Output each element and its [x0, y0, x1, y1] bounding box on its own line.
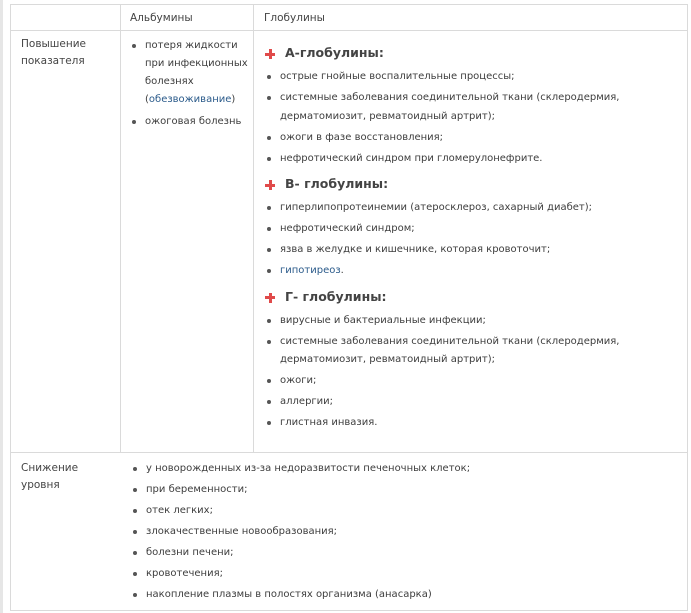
g-globulins-heading: Г- глобулины:	[263, 289, 683, 306]
page-edge	[0, 0, 3, 613]
col-divider-1	[120, 4, 121, 453]
list-item: гипотиреоз.	[263, 262, 683, 281]
table-border-right	[687, 4, 688, 611]
a-globulins-heading: А-глобулины:	[263, 45, 683, 62]
decrease-cell	[130, 460, 680, 607]
list-item: язва в желудке и кишечнике, которая кровоточит;	[263, 241, 683, 260]
list-item: нефротический синдром;	[263, 220, 683, 239]
b-globulins-heading: В- глобулины:	[263, 176, 683, 193]
table-border-top	[10, 4, 687, 5]
red-cross-icon	[265, 293, 275, 303]
protein-table	[5, 0, 689, 612]
list-item: острые гнойные воспалительные процессы;	[263, 68, 683, 87]
col-divider-2	[253, 4, 254, 453]
dehydration-link[interactable]: обезвоживание	[148, 94, 232, 105]
list-item: глистная инвазия.	[263, 414, 683, 433]
list-item: гиперлипопротеинемии (атеросклероз, сахарный диабет);	[263, 199, 683, 218]
list-item: у новорожденных из-за недоразвитости печеночных клеток;	[130, 460, 680, 477]
table-border-left	[10, 4, 11, 611]
list-item: нефротический синдром при гломерулонефрите.	[263, 150, 683, 169]
row-label-increase: Повышение показателя	[21, 38, 87, 67]
albumins-increase-cell	[130, 37, 251, 135]
row-divider	[10, 452, 687, 453]
list-item: системные заболевания соединительной ткани (склеродермия, дерматомиозит, ревматоидный артрит);	[263, 89, 683, 126]
row-label-decrease: Снижение уровня	[21, 462, 79, 491]
list-item: накопление плазмы в полостях организма (анасарка)	[130, 586, 680, 603]
header-globulins: Глобулины	[264, 12, 325, 24]
list-item: ожоговая болезнь	[130, 113, 251, 131]
list-item: системные заболевания соединительной ткани (склеродермия, дерматомиозит, ревматоидный артрит);	[263, 333, 683, 370]
list-item: злокачественные новообразования;	[130, 523, 680, 540]
red-cross-icon	[265, 49, 275, 59]
list-item: аллергии;	[263, 393, 683, 412]
hypothyroidism-link[interactable]: гипотиреоз	[280, 265, 341, 276]
list-item: ожоги в фазе восстановления;	[263, 129, 683, 148]
globulins-increase-cell	[263, 45, 683, 435]
list-item: отек легких;	[130, 502, 680, 519]
red-cross-icon	[265, 180, 275, 190]
list-item: болезни печени;	[130, 544, 680, 561]
header-divider	[10, 30, 687, 31]
table-border-bottom	[10, 610, 687, 611]
header-albumins: Альбумины	[130, 12, 193, 24]
list-item: кровотечения;	[130, 565, 680, 582]
list-item: вирусные и бактериальные инфекции;	[263, 312, 683, 331]
list-item: при беременности;	[130, 481, 680, 498]
list-item: ожоги;	[263, 372, 683, 391]
list-item: потеря жидкости при инфекционных болезнях (обезвоживание)	[130, 37, 251, 109]
